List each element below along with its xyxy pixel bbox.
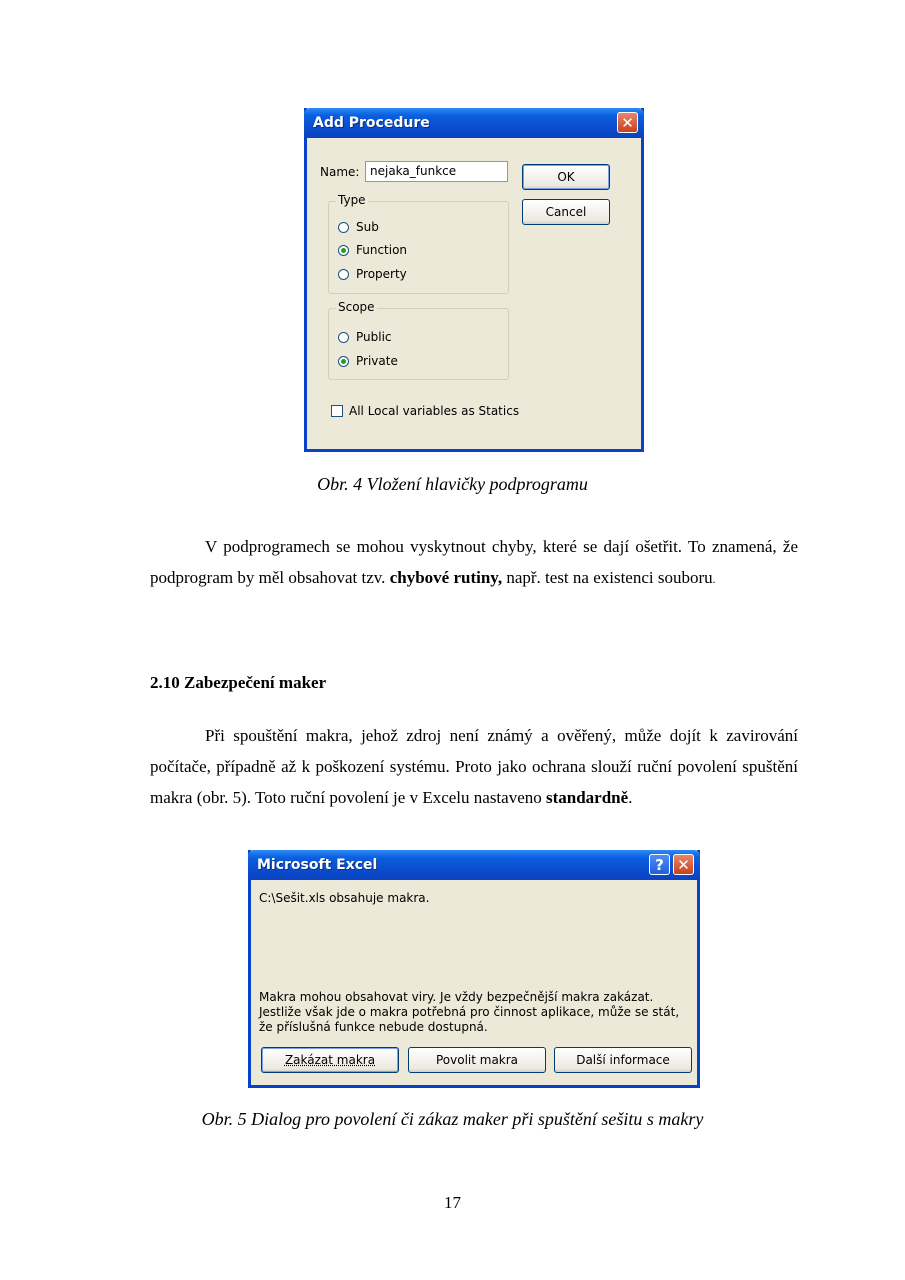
paragraph-text: např. test na existenci souboru: [502, 568, 713, 587]
add-procedure-dialog: [304, 108, 644, 452]
radio-icon: [338, 222, 349, 233]
help-icon[interactable]: ?: [649, 854, 670, 875]
button-label: Zakázat makra: [284, 1053, 376, 1067]
radio-label: Sub: [356, 220, 379, 234]
figure-caption-5: Obr. 5 Dialog pro povolení či zákaz maker při spuštění sešitu s makry: [201, 1109, 704, 1129]
type-groupbox: [328, 193, 509, 294]
radio-label: Private: [356, 354, 398, 368]
disable-macros-button[interactable]: [261, 1047, 399, 1073]
bold-term: chybové rutiny,: [389, 568, 503, 587]
enable-macros-button[interactable]: [408, 1047, 546, 1073]
radio-label: Public: [356, 330, 392, 344]
dialog-titlebar: [304, 108, 644, 138]
dialog-title: Microsoft Excel: [257, 857, 378, 873]
paragraph-1: [150, 531, 798, 596]
checkbox-label: All Local variables as Statics: [349, 404, 520, 418]
radio-selected-icon: [338, 245, 349, 256]
radio-private[interactable]: [338, 354, 398, 368]
radio-label: Property: [356, 267, 407, 281]
name-label: Name:: [320, 165, 360, 179]
more-info-button[interactable]: [554, 1047, 692, 1073]
name-value: nejaka_funkce: [370, 164, 457, 178]
radio-icon: [338, 269, 349, 280]
radio-sub[interactable]: [338, 220, 379, 234]
radio-selected-icon: [338, 356, 349, 367]
scope-legend: Scope: [338, 300, 375, 314]
statics-checkbox[interactable]: [331, 404, 519, 418]
checkbox-icon: [331, 405, 343, 417]
paragraph-text: Při spouštění makra, jehož zdroj není známý a ověřený, může dojít k zavirování počítače, případně až k poškození systému. Proto jako ochrana slouží ruční povolení spuštění makra (obr. 5). Toto ruční povolení je v Excelu nastaveno: [150, 726, 798, 807]
paragraph-end: .: [712, 574, 716, 586]
cancel-button[interactable]: [522, 199, 610, 225]
dialog-message: C:\Sešit.xls obsahuje makra.: [259, 891, 430, 905]
cancel-label: Cancel: [545, 205, 587, 219]
page-number: 17: [444, 1193, 461, 1212]
ok-button[interactable]: [522, 164, 610, 190]
paragraph-2: [150, 720, 798, 813]
close-icon[interactable]: ✕: [673, 854, 694, 875]
radio-property[interactable]: [338, 267, 407, 281]
excel-macro-dialog: [248, 850, 700, 1088]
paragraph-text: .: [628, 788, 633, 807]
radio-icon: [338, 332, 349, 343]
dialog-warning: Makra mohou obsahovat viry. Je vždy bezpečnější makra zakázat. Jestliže však jde o makra potřebná pro činnost aplikace, může se stát, že příslušná funkce nebude dostupná.: [259, 990, 680, 1034]
bold-term: standardně: [546, 788, 629, 807]
scope-groupbox: [328, 300, 509, 380]
type-legend: Type: [338, 193, 366, 207]
radio-public[interactable]: [338, 330, 392, 344]
button-label: Povolit makra: [435, 1053, 519, 1067]
ok-label: OK: [557, 170, 575, 184]
dialog-titlebar: [248, 850, 700, 880]
button-label: Další informace: [576, 1053, 670, 1067]
name-field[interactable]: [365, 161, 508, 182]
paragraph-text: V podprogramech se mohou vyskytnout chyby, které se dají ošetřit. To znamená, že podprogram by měl obsahovat tzv.: [150, 537, 798, 587]
close-icon[interactable]: ✕: [617, 112, 638, 133]
radio-function[interactable]: [338, 243, 407, 257]
section-heading: 2.10 Zabezpečení maker: [150, 673, 327, 692]
figure-caption-4: Obr. 4 Vložení hlavičky podprogramu: [317, 474, 588, 494]
radio-label: Function: [356, 243, 408, 257]
dialog-title: Add Procedure: [313, 115, 430, 131]
